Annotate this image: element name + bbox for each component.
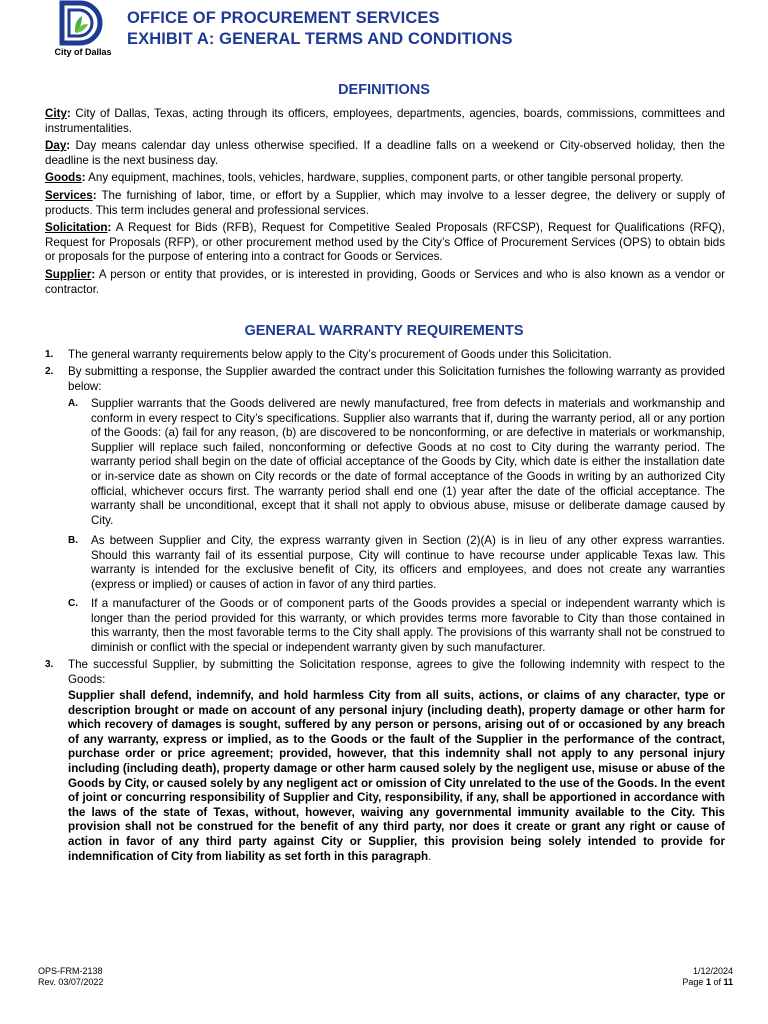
logo-caption: City of Dallas xyxy=(54,47,112,57)
definition-city xyxy=(45,107,725,136)
item-number: 1. xyxy=(45,349,54,360)
page-label: Page xyxy=(682,977,706,987)
page-total: 11 xyxy=(723,977,733,987)
form-id: OPS-FRM-2138 xyxy=(38,966,103,976)
definition-term: Solicitation xyxy=(45,221,108,235)
footer-right xyxy=(682,966,733,988)
exhibit-title: EXHIBIT A: GENERAL TERMS AND CONDITIONS xyxy=(127,30,513,48)
definition-text: Day means calendar day unless otherwise specified. If a deadline falls on a weekend or City-observed holiday, then the deadline is the next business day. xyxy=(45,139,725,167)
footer-left xyxy=(38,966,103,988)
definition-solicitation xyxy=(45,221,725,265)
definition-separator: : xyxy=(66,107,71,120)
revision-date: Rev. 03/07/2022 xyxy=(38,977,104,987)
definition-separator: : xyxy=(92,188,97,202)
city-of-dallas-logo xyxy=(48,0,118,62)
definition-text: A person or entity that provides, or is interested in providing, Goods or Services and who is also known as a vendor or contractor. xyxy=(45,267,725,296)
definition-separator: : xyxy=(91,267,96,281)
warranty-heading: GENERAL WARRANTY REQUIREMENTS xyxy=(244,323,524,339)
definition-separator: : xyxy=(81,171,86,185)
definition-supplier xyxy=(45,268,725,297)
definition-text: A Request for Bids (RFB), Request for Competitive Sealed Proposals (RFCSP), Request for Qualifications (RFQ), Request for Proposals (RFP), or other procurement method used by the City’s Office of Procurement Services (OPS) to obtain bids or proposals for the purpose of entering into a contract for Goods or Services. xyxy=(45,221,725,264)
definition-separator: : xyxy=(107,221,112,235)
indemnity-period: . xyxy=(428,849,432,863)
item-text: The successful Supplier, by submitting the Solicitation response, agrees to give the following indemnity with respect to the Goods: xyxy=(68,658,725,686)
indemnity-text: Supplier shall defend, indemnify, and hold harmless City from all suits, actions, or claims of any character, type or description brought or made on account of any personal injury (including death), property damage or other harm for which recovery of damages is sought, suffered by any person or persons, arising out of or occasioned by any breach of any warranty, express or implied, as to the Goods or the fault of the Supplier in the performance of the contract, purchase order or price agreement; provided, however, that this indemnity shall not apply to any personal injury including (including death), property damage or other harm caused solely by the negligent use, misuse or abuse of the Goods by City, or caused solely by any negligent act or omission of City unrelated to the use of the Goods. In the event of joint or concurring responsibility of Supplier and City, responsibility, if any, shall be apportioned in accordance with the laws of the state of Texas, without, however, waiving any governmental immunity available to the City. This provision shall not be construed for the benefit of any third party, nor does it create or grant any right or cause of action in favor of any third party against City or Supplier, this provision being solely intended to provide for indemnification of City from liability as set forth in this paragraph xyxy=(68,689,725,863)
definition-text: The furnishing of labor, time, or effort by a Supplier, which may involve to a lesser degree, the delivery or supply of products. This term includes general and professional services. xyxy=(45,188,725,217)
item-text: The general warranty requirements below apply to the City’s procurement of Goods under this Solicitation. xyxy=(68,348,612,361)
subitem-text: As between Supplier and City, the express warranty given in Section (2)(A) is in lieu of any other express warranties. Should this warranty fail of its essential purpose, City will continue to have recourse under applicable Texas law. This warranty is intended for the exclusive benefit of City, its officers and employees, and does not create any warranties (express or implied) or causes of action in favor of any third parties. xyxy=(91,534,725,591)
definition-day xyxy=(45,139,725,168)
subitem-letter: B. xyxy=(68,535,78,546)
definition-separator: : xyxy=(66,139,71,153)
definition-text: City of Dallas, Texas, acting through its officers, employees, departments, agencies, boards, commissions, committees and instrumentalities. xyxy=(45,107,725,135)
definition-goods xyxy=(45,171,725,186)
definition-services xyxy=(45,189,725,218)
page-of: of xyxy=(710,977,724,987)
definition-term: Supplier xyxy=(45,267,92,281)
subitem-letter: A. xyxy=(68,398,78,409)
subitem-letter: C. xyxy=(68,598,78,609)
definition-term: Goods xyxy=(45,171,82,185)
item-text: By submitting a response, the Supplier awarded the contract under this Solicitation furnishes the following warranty as provided below: xyxy=(68,365,725,393)
definitions-heading: DEFINITIONS xyxy=(338,82,430,98)
page-indicator xyxy=(682,977,733,988)
subitem-text: Supplier warrants that the Goods delivered are newly manufactured, free from defects in materials and workmanship and conform in every respect to City’s specifications. Supplier also warrants that if, during the warranty period, all or any portion of the Goods: (a) fail for any reason, (b) are discovered to be nonconforming, or are defective in materials or workmanship, Supplier will replace such failed, nonconforming or defective Goods at no cost to City during the warranty period. The warranty period shall begin on the date of official acceptance of the Goods by City, which date is either the installation date or in-service date as shown on City records or the date of formal acceptance of the Goods in writing by an authorized City official, whichever occurs first. The warranty period shall end one (1) year after the date of the official acceptance. The warranty shall be unconditional, except that it shall not apply to obvious abuse, misuse or deliberate damage caused by City. xyxy=(91,397,725,527)
page-number: 1 xyxy=(705,977,711,987)
definitions-list xyxy=(45,107,725,300)
print-date: 1/12/2024 xyxy=(692,966,733,976)
definition-term: Day xyxy=(45,139,67,153)
office-title: OFFICE OF PROCUREMENT SERVICES xyxy=(127,9,440,27)
definition-text: Any equipment, machines, tools, vehicles, hardware, supplies, component parts, or other tangible personal property. xyxy=(85,171,684,185)
subitem-text: If a manufacturer of the Goods or of component parts of the Goods provides a special or independent warranty which is longer than the period provided for this warranty, or which provides terms more favorable to City than those contained in this warranty, then the most favorable terms to the City shall apply. The provisions of this warranty shall not be construed to diminish or conflict with the special or independent warranty given by such manufacturer. xyxy=(91,597,725,654)
definition-term: Services xyxy=(45,188,93,202)
item-number: 3. xyxy=(45,659,54,670)
indemnity-clause xyxy=(68,689,725,864)
definition-term: City xyxy=(45,107,67,120)
dallas-d-leaf-icon xyxy=(58,0,106,46)
item-number: 2. xyxy=(45,366,54,377)
